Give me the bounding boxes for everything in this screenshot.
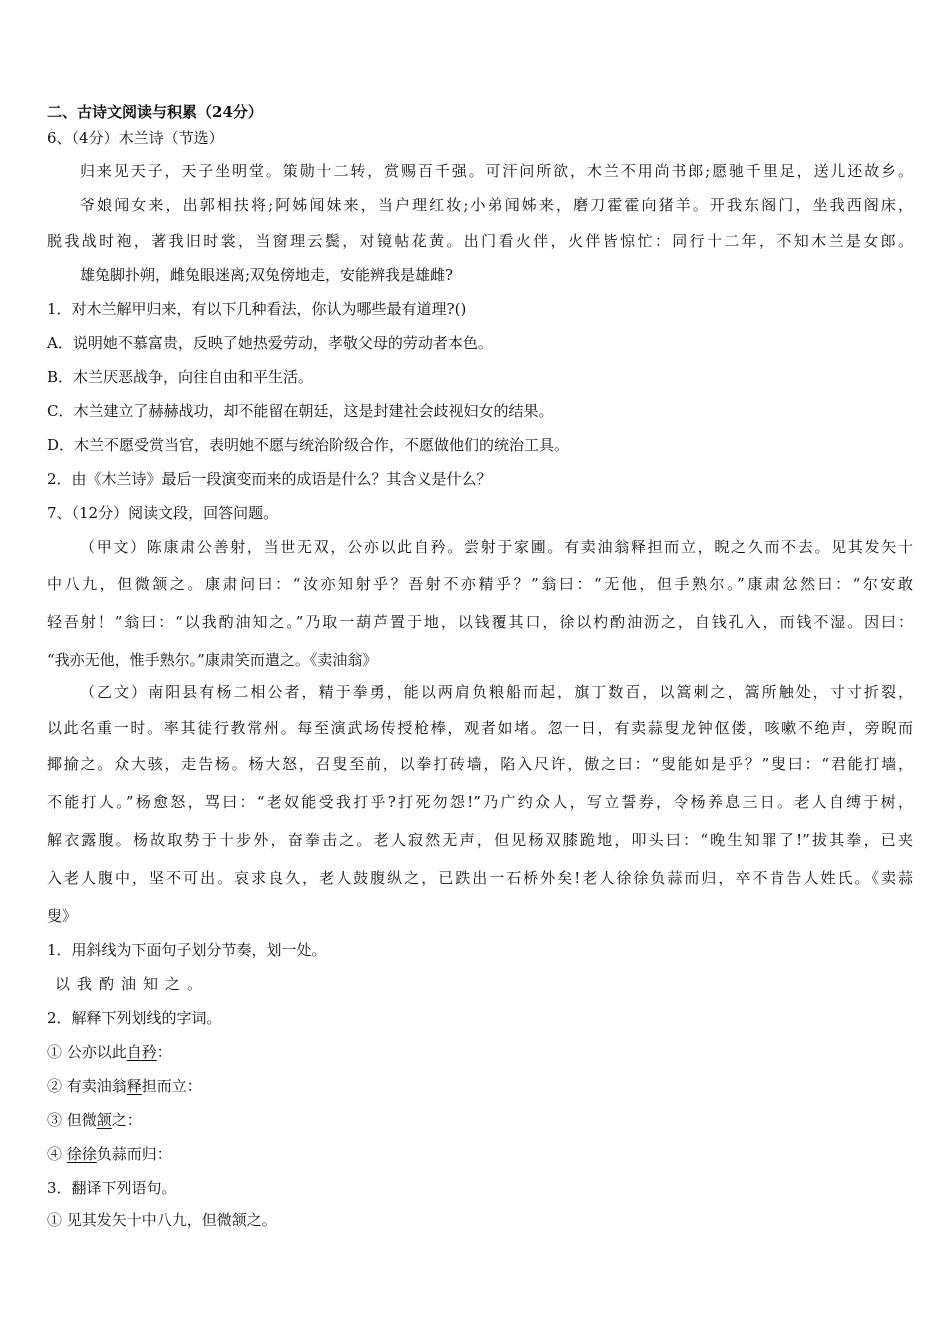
underlined-word: 释 [126,1077,142,1095]
passage-yi-line: 解衣露腹。杨故取势于十步外，奋拳击之。老人寂然无声，但见杨双膝跪地，叩头曰：“晚生知罪了!”拔其拳，已夹 [47,831,913,849]
poem-line: 爷娘闻女来，出郭相扶将;阿姊闻妹来，当户理红妆;小弟闻姊来，磨刀霍霍向猪羊。开我东阁门，坐我西阁床， [80,196,913,214]
passage-jia-line: 中八九，但微颔之。康肃问曰：“汝亦知射乎？吾射不亦精乎？”翁曰：“无他，但手熟尔。”康肃忿然曰：“尔安敢 [47,575,913,593]
passage-yi-line: 叟》 [47,907,78,925]
word-prefix: ② 有卖油翁 [47,1077,127,1095]
q7-item-2: 2．解释下列划线的字词。 [47,1009,222,1027]
q7-item-1: 1．用斜线为下面句子划分节奏，划一处。 [47,941,327,959]
word-suffix: 之： [111,1111,142,1129]
underlined-word: 自矜 [126,1043,157,1061]
passage-jia-line: “我亦无他，惟手熟尔。”康肃笑而遣之。《卖油翁》 [47,651,378,669]
word-explanation-1 [47,1042,913,1062]
rhythm-sentence: 以我酌油知之。 [55,975,210,993]
section-title: 二、古诗文阅读与积累（24分） [47,103,263,121]
passage-yi-line: （乙文）南阳县有杨二相公者，精于拳勇，能以两肩负粮船而起，旗丁数百，以篙刺之，篙所触处，寸寸折裂， [80,683,913,701]
q7-item-3: 3．翻译下列语句。 [47,1179,177,1197]
passage-yi-line: 入老人腹中，坚不可出。哀求良久，老人鼓腹纵之，已跌出一石桥外矣!老人徐徐负蒜而归，卒不肯告人姓氏。《卖蒜 [47,869,913,887]
option-b: B．木兰厌恶战争，向往自由和平生活。 [47,368,314,386]
word-prefix: ③ 但微 [47,1111,97,1129]
word-explanation-3 [47,1110,913,1130]
poem-line: 雄兔脚扑朔，雌兔眼迷离;双兔傍地走，安能辨我是雄雌? [80,266,454,284]
poem-line: 脱我战时袍，著我旧时裳，当窗理云鬓，对镜帖花黄。出门看火伴，火伴皆惊忙：同行十二年，不知木兰是女郎。 [47,232,913,250]
question-6-header: 6、（4分）木兰诗（节选） [47,129,224,147]
translation-sentence-1: ① 见其发矢十中八九，但微颔之。 [47,1211,277,1229]
passage-yi-line: 揶揄之。众大骇，走告杨。杨大怒，召叟至前，以拳打砖墙，陷入尺许，傲之曰：“叟能如是乎？”叟曰：“君能打墙， [47,755,913,773]
poem-line: 归来见天子，天子坐明堂。策勋十二转，赏赐百千强。可汗问所欲，木兰不用尚书郎;愿驰千里足，送儿还故乡。 [80,162,913,180]
option-d: D．木兰不愿受赏当官，表明她不愿与统治阶级合作，不愿做他们的统治工具。 [47,436,570,454]
word-explanation-2 [47,1076,913,1096]
word-suffix: 担而立： [141,1077,202,1095]
underlined-word: 徐徐 [66,1145,97,1163]
passage-jia-line: 轻吾射！”翁曰：“以我酌油知之。”乃取一葫芦置于地，以钱覆其口，徐以杓酌油沥之，自钱孔入，而钱不湿。因曰： [47,613,913,631]
q6-item-1: 1．对木兰解甲归来，有以下几种看法，你认为哪些最有道理?() [47,300,467,318]
word-prefix: ④ [47,1145,67,1163]
passage-yi-line: 以此名重一时。率其徒行教常州。每至演武场传授枪棒，观者如堵。忽一日，有卖蒜叟龙钟伛偻，咳嗽不绝声，旁睨而 [47,719,913,737]
underlined-word: 颔 [96,1111,112,1129]
word-explanation-4 [47,1144,913,1164]
word-suffix: 负蒜而归： [96,1145,172,1163]
passage-jia-line: （甲文）陈康肃公善射，当世无双，公亦以此自矜。尝射于家圃。有卖油翁释担而立，睨之久而不去。见其发矢十 [80,538,913,556]
word-suffix: ： [156,1043,172,1061]
option-a: A．说明她不慕富贵，反映了她热爱劳动，孝敬父母的劳动者本色。 [47,334,493,352]
passage-yi-line: 不能打人。”杨愈怒，骂曰：“老奴能受我打乎?打死勿怨!”乃广约众人，写立誓券，令杨养息三日。老人自缚于树， [47,793,913,811]
option-c: C．木兰建立了赫赫战功，却不能留在朝廷，这是封建社会歧视妇女的结果。 [47,402,554,420]
question-7-header: 7、（12分）阅读文段，回答问题。 [47,504,279,522]
word-prefix: ① 公亦以此 [47,1043,127,1061]
q6-item-2: 2．由《木兰诗》最后一段演变而来的成语是什么？其含义是什么？ [47,470,492,488]
